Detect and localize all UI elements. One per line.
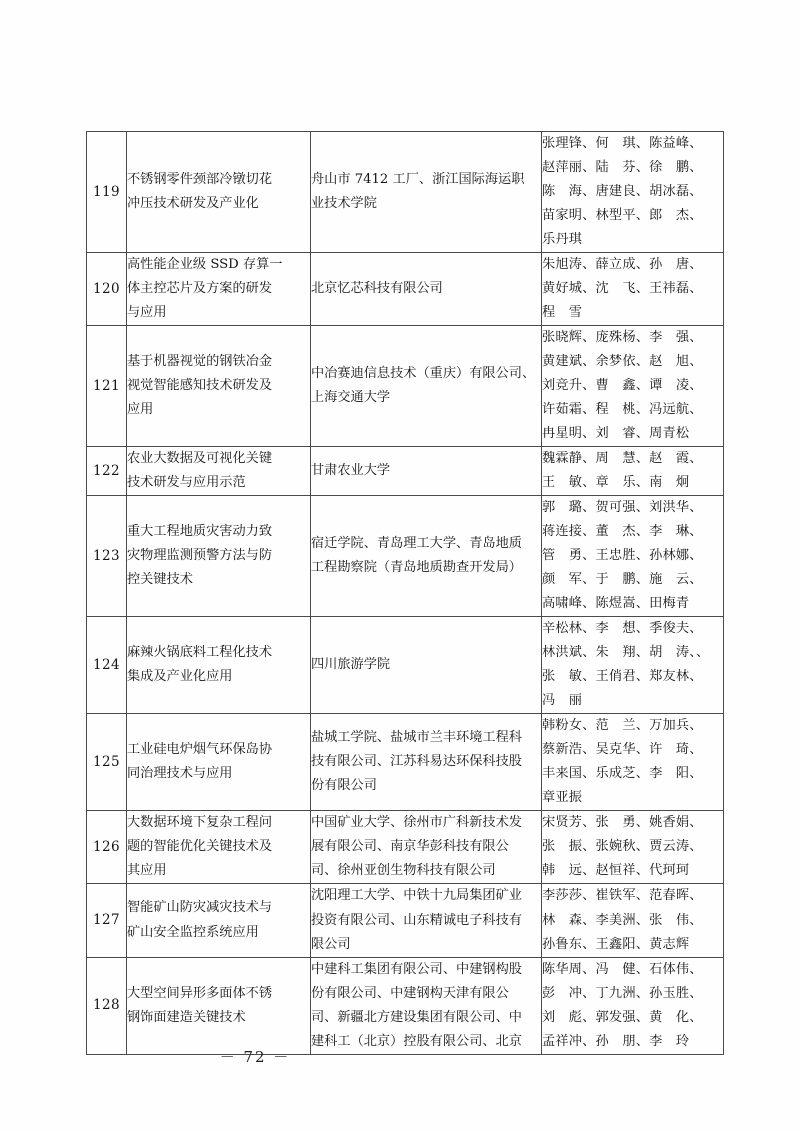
organization-cell-line: 沈阳理工大学、中铁十九局集团矿业 — [311, 888, 522, 904]
row-index-cell: 121 — [87, 326, 127, 447]
personnel-cell-line: 韩 远、赵恒祥、代珂珂 — [542, 863, 690, 879]
project-title-cell — [127, 132, 311, 253]
personnel-cell-line: 管 勇、王忠胜、孙林娜、 — [542, 548, 703, 564]
personnel-cell-line: 张 振、张婉秋、贾云涛、 — [542, 839, 703, 855]
organization-cell-line: 甘肃农业大学 — [311, 463, 391, 479]
project-title-cell-line: 灾物理监测预警方法与防 — [127, 548, 273, 564]
personnel-cell-line: 蔡新浩、吴克华、许 琦、 — [542, 742, 703, 758]
organization-cell — [311, 132, 542, 253]
table-row — [87, 884, 724, 957]
table-row — [87, 447, 724, 496]
project-title-cell-line: 集成及产业化应用 — [127, 669, 233, 685]
personnel-cell-line: 黄建斌、余梦依、赵 旭、 — [542, 354, 703, 370]
personnel-cell — [542, 496, 724, 617]
organization-cell-line: 宿迁学院、青岛理工大学、青岛地质 — [311, 536, 522, 552]
project-title-cell — [127, 714, 311, 811]
table-row — [87, 326, 724, 447]
table-row — [87, 496, 724, 617]
personnel-cell — [542, 447, 724, 496]
project-title-cell-line: 与应用 — [127, 305, 167, 321]
organization-cell-line: 中冶赛迪信息技术（重庆）有限公司、 — [311, 366, 536, 382]
project-title-cell — [127, 496, 311, 617]
personnel-cell-line: 高啸峰、陈煜嵩、田梅青 — [542, 596, 690, 612]
personnel-cell-line: 张 敏、王俏君、郑友林、 — [542, 669, 703, 685]
personnel-cell-line: 章亚振 — [542, 790, 583, 806]
organization-cell-line: 北京忆芯科技有限公司 — [311, 281, 443, 297]
organization-cell-line: 技有限公司、江苏科易达环保科技股 — [311, 754, 522, 770]
personnel-cell-line: 孟祥冲、孙 朋、李 玲 — [542, 1033, 690, 1049]
organization-cell-line: 投资有限公司、山东精诚电子科技有 — [311, 912, 522, 928]
personnel-cell-line: 颜 军、于 鹏、施 云、 — [542, 572, 703, 588]
personnel-cell-line: 冯 丽 — [542, 693, 583, 709]
row-index-cell: 128 — [87, 957, 127, 1054]
project-title-cell-line: 同治理技术与应用 — [127, 766, 233, 782]
organization-cell-line: 展有限公司、南京华彭科技有限公 — [311, 839, 509, 855]
personnel-cell-line: 韩粉女、范 兰、万加兵、 — [542, 718, 703, 734]
personnel-cell — [542, 132, 724, 253]
project-title-cell-line: 题的智能优化关键技术及 — [127, 839, 273, 855]
organization-cell-line: 业技术学院 — [311, 196, 377, 212]
table-row — [87, 253, 724, 326]
personnel-cell-line: 张理锋、何 琪、陈益峰、 — [542, 136, 703, 151]
organization-cell — [311, 253, 542, 326]
organization-cell — [311, 447, 542, 496]
personnel-cell — [542, 714, 724, 811]
organization-cell-line: 司、徐州亚创生物科技有限公司 — [311, 863, 496, 879]
row-index-cell: 119 — [87, 132, 127, 253]
project-title-cell — [127, 326, 311, 447]
row-index-cell: 124 — [87, 617, 127, 714]
project-title-cell-line: 钢饰面建造关键技术 — [127, 1009, 246, 1025]
project-title-cell-line: 冲压技术研发及产业化 — [127, 196, 259, 212]
personnel-cell — [542, 884, 724, 957]
table-row — [87, 617, 724, 714]
organization-cell-line: 四川旅游学院 — [311, 657, 391, 673]
project-title-cell-line: 矿山安全监控系统应用 — [127, 924, 259, 940]
project-title-cell-line: 大数据环境下复杂工程问 — [127, 815, 273, 831]
project-title-cell-line: 其应用 — [127, 863, 167, 879]
personnel-cell — [542, 957, 724, 1054]
personnel-cell-line: 林洪斌、朱 翔、胡 涛、、 — [542, 645, 710, 661]
personnel-cell-line: 李莎莎、崔铁军、范春晖、 — [542, 888, 703, 904]
personnel-cell-line: 孙鲁东、王鑫阳、黄志辉 — [542, 936, 690, 952]
organization-cell-line: 中建科工集团有限公司、中建钢构股 — [311, 961, 522, 977]
project-title-cell — [127, 884, 311, 957]
organization-cell-line: 上海交通大学 — [311, 390, 391, 406]
organization-cell-line: 中国矿业大学、徐州市广科新技术发 — [311, 815, 522, 831]
table-row — [87, 811, 724, 884]
project-title-cell — [127, 617, 311, 714]
personnel-cell-line: 许茹霜、程 桃、冯远航、 — [542, 402, 703, 418]
organization-cell-line: 建科工（北京）控股有限公司、北京 — [311, 1033, 522, 1049]
personnel-cell-line: 张晓辉、庞殊杨、李 强、 — [542, 330, 703, 346]
personnel-cell — [542, 253, 724, 326]
project-title-cell-line: 视觉智能感知技术研发及 — [127, 378, 273, 394]
project-title-cell — [127, 253, 311, 326]
personnel-cell-line: 乐丹琪 — [542, 232, 583, 248]
project-title-cell-line: 技术研发与应用示范 — [127, 475, 246, 491]
project-title-cell-line: 农业大数据及可视化关键 — [127, 451, 273, 467]
personnel-cell-line: 黄好城、沈 飞、王祎磊、 — [542, 281, 703, 297]
row-index-cell: 125 — [87, 714, 127, 811]
project-title-cell-line: 麻辣火锅底料工程化技术 — [127, 645, 273, 661]
organization-cell-line: 司、新疆北方建设集团有限公司、中 — [311, 1009, 522, 1025]
organization-cell — [311, 714, 542, 811]
organization-cell — [311, 957, 542, 1054]
personnel-cell-line: 郭 璐、贺可强、刘洪华、 — [542, 500, 703, 516]
personnel-cell-line: 彭 冲、丁九洲、孙玉胜、 — [542, 985, 703, 1001]
personnel-cell-line: 陈 海、唐建良、胡冰磊、 — [542, 184, 703, 200]
personnel-cell-line: 宋贤芳、张 勇、姚香娟、 — [542, 815, 703, 831]
personnel-cell-line: 辛松林、李 想、季俊夫、 — [542, 621, 703, 637]
organization-cell-line: 盐城工学院、盐城市兰丰环境工程科 — [311, 730, 522, 746]
personnel-cell-line: 林 森、李美洲、张 伟、 — [542, 912, 703, 928]
organization-cell — [311, 884, 542, 957]
organization-cell — [311, 326, 542, 447]
personnel-cell-line: 陈华周、冯 健、石体伟、 — [542, 961, 703, 977]
organization-cell-line: 限公司 — [311, 936, 351, 952]
project-title-cell-line: 重大工程地质灾害动力致 — [127, 524, 273, 540]
awards-table — [86, 131, 724, 1055]
project-title-cell-line: 高性能企业级 SSD 存算一 — [127, 257, 283, 273]
organization-cell — [311, 496, 542, 617]
row-index-cell: 126 — [87, 811, 127, 884]
personnel-cell-line: 刘 彪、郭发强、黄 化、 — [542, 1009, 703, 1025]
page-number: － 72 － — [219, 1048, 291, 1066]
personnel-cell — [542, 326, 724, 447]
organization-cell-line: 份有限公司、中建钢构天津有限公 — [311, 985, 509, 1001]
project-title-cell — [127, 811, 311, 884]
project-title-cell-line: 控关键技术 — [127, 572, 193, 588]
project-title-cell-line: 体主控芯片及方案的研发 — [127, 281, 273, 297]
personnel-cell-line: 丰来国、乐成芝、李 阳、 — [542, 766, 703, 782]
organization-cell-line: 工程勘察院（青岛地质勘查开发局） — [311, 560, 522, 576]
row-index-cell: 122 — [87, 447, 127, 496]
project-title-cell-line: 基于机器视觉的钢铁冶金 — [127, 354, 273, 370]
project-title-cell-line: 工业硅电炉烟气环保岛协 — [127, 742, 273, 758]
personnel-cell-line: 冉星明、刘 睿、周青松 — [542, 426, 690, 442]
personnel-cell-line: 刘竞升、曹 鑫、谭 凌、 — [542, 378, 703, 394]
project-title-cell-line: 大型空间异形多面体不锈 — [127, 985, 273, 1001]
project-title-cell-line: 应用 — [127, 402, 154, 418]
table-row — [87, 957, 724, 1054]
personnel-cell-line: 赵萍丽、陆 芬、徐 鹏、 — [542, 160, 703, 176]
personnel-cell — [542, 811, 724, 884]
project-title-cell-line: 智能矿山防灾减灾技术与 — [127, 900, 273, 916]
row-index-cell: 120 — [87, 253, 127, 326]
table-row — [87, 714, 724, 811]
project-title-cell — [127, 957, 311, 1054]
organization-cell-line: 份有限公司 — [311, 778, 377, 794]
personnel-cell-line: 蒋连接、董 杰、李 琳、 — [542, 524, 703, 540]
project-title-cell — [127, 447, 311, 496]
row-index-cell: 123 — [87, 496, 127, 617]
organization-cell — [311, 617, 542, 714]
personnel-cell-line: 朱旭涛、薛立成、孙 唐、 — [542, 257, 703, 273]
project-title-cell-line: 不锈钢零件颈部冷镦切花 — [127, 172, 273, 188]
table-row — [87, 132, 724, 253]
personnel-cell-line: 苗家明、林型平、郎 杰、 — [542, 208, 703, 224]
awards-table-body — [87, 132, 724, 1055]
organization-cell — [311, 811, 542, 884]
organization-cell-line: 舟山市 7412 工厂、浙江国际海运职 — [311, 172, 525, 188]
row-index-cell: 127 — [87, 884, 127, 957]
personnel-cell — [542, 617, 724, 714]
personnel-cell-line: 程 雪 — [542, 305, 583, 321]
personnel-cell-line: 魏霖静、周 慧、赵 霞、 — [542, 451, 703, 467]
personnel-cell-line: 王 敏、章 乐、南 炯 — [542, 475, 690, 491]
